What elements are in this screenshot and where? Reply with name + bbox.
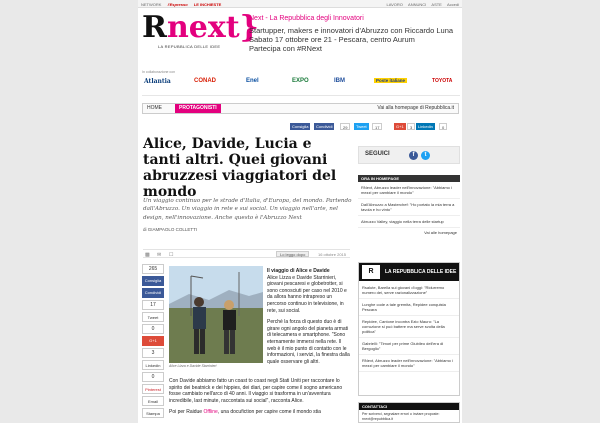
side-tweet-count: 17 [142, 300, 164, 310]
rep-item[interactable]: Lunghe code a tale gremita, Repidee conquista Pescara [359, 299, 459, 316]
side-pin-count: 0 [142, 372, 164, 382]
paragraph: , una docufiction per capire come il mondo stia [217, 409, 321, 416]
homepage-item[interactable]: Abruzzo Valley, viaggio nella terra delle startup [358, 216, 460, 228]
lavoro-link[interactable]: LAVORO [386, 1, 403, 7]
nav-home-tab[interactable]: HOME [147, 105, 162, 111]
sponsors-strip [142, 76, 460, 96]
article-body-bottom [169, 378, 351, 421]
comment-icon[interactable]: ☐ [169, 251, 174, 258]
side-linkedin-button[interactable]: Linkedin [142, 360, 164, 370]
repubblica-home-link[interactable]: Vai alla homepage di Repubblica.it [377, 105, 454, 111]
contact-text[interactable]: Per scriverci, segnalare errori o inviare proposte: rnext@repubblica.it [362, 412, 440, 421]
read-later-button[interactable]: Lo leggo dopo [276, 251, 309, 257]
sponsors-label: In collaborazione con [142, 70, 176, 74]
annunci-link[interactable]: ANNUNCI [408, 1, 427, 7]
network-menu[interactable]: NETWORK [141, 1, 162, 7]
print-icon[interactable]: ▩ [145, 251, 150, 258]
facebook-icon[interactable]: f [409, 151, 418, 160]
side-gplus-count: 0 [142, 324, 164, 334]
rep-item[interactable]: Rsalute, Barella sui giovani d'oggi: "Ridurremo numero dei, serve razionalizzazione" [359, 282, 459, 299]
follow-label: SEGUICI [365, 151, 390, 157]
side-fb-count: 265 [142, 264, 164, 274]
fb-count: 29 [340, 123, 350, 130]
side-linkedin-count: 3 [142, 348, 164, 358]
rep-item[interactable]: Repidee, Cantone incontra Ezio Mauro: "La corruzione si può battere ma serve svolta della politica" [359, 316, 459, 338]
sponsor-ibm[interactable]: IBM [334, 78, 345, 84]
sponsor-toyota[interactable]: TOYOTA [432, 78, 453, 84]
gplus-button[interactable]: G+1 [396, 124, 404, 129]
header-desc-line: Sabato 17 ottobre ore 21 - Pescara, centro Aurum [249, 35, 415, 45]
homepage-box-title: ORA IN HOMEPAGE [358, 175, 460, 182]
logo-brace: } [239, 10, 259, 45]
paragraph: Perché la forza di questo duo è di girare ogni angolo del pianeta armati di telecamera e smartphone. "Sono eternamente immersi nella rete. Il web è il mio punto di contatto con le informazioni, i servizi, la finestra dalla quale osservare gli altri. [267, 319, 350, 365]
side-share-column [142, 264, 164, 420]
email-icon[interactable]: ✉ [157, 251, 162, 258]
article-byline: di GIAMPAOLO COLLETTI [143, 227, 198, 232]
article-body-top [267, 268, 351, 370]
sponsor-poste[interactable]: Poste italiane [376, 78, 406, 83]
rep-logo: R [362, 265, 380, 279]
inchieste-link[interactable]: LE INCHIESTE [193, 1, 222, 7]
gplus-count: 3 [407, 123, 415, 130]
contact-box [358, 402, 460, 423]
rep-item[interactable]: Gabrielli: "Timori per prime Giubileo dell'era di Bergoglio" [359, 338, 459, 355]
twitter-icon[interactable]: t [421, 151, 430, 160]
article-date: 16 ottobre 2015 [317, 252, 346, 257]
paragraph: Poi per Raidue [169, 409, 203, 416]
side-pinterest-button[interactable]: Pinterest [142, 384, 164, 394]
side-email-button[interactable]: Email [142, 396, 164, 406]
contact-title: CONTATTACI [359, 403, 459, 410]
fb-like-button[interactable]: Consiglia [292, 124, 309, 129]
paragraph: Alice Lizza e Davide Starrinieri, giovani pescaresi e globetrotter, si sono conosciuti per caso nel 2010 e da allora hanno intrapreso un percorso continuo in televisione, in rete, sui social. [267, 274, 347, 314]
sponsor-enel[interactable]: Enel [246, 78, 259, 84]
side-gplus-button[interactable]: G+1 [142, 336, 164, 346]
nav-protagonisti-tab[interactable]: PROTAGONISTI [175, 104, 221, 113]
paragraph-title: Il viaggio di Alice e Davide [267, 268, 330, 274]
rep-title: LA REPUBBLICA DELLE IDEE [385, 269, 457, 275]
sponsor-atlantia[interactable]: Atlantia [144, 78, 171, 85]
paragraph: Con Davide abbiamo fatto un coast to coast negli Stati Uniti per raccontare lo spirito dei beatnick e dei hippies, dei diari, per capire come il sogno americano fosse cambiato nell'arco di 40 anni. Il viaggio si trasforma in un'avventura incredibile, last minute, raccontata sui social", racconta Alice. [169, 378, 343, 404]
sponsor-conad[interactable]: CONAD [194, 78, 216, 84]
network-bar [138, 0, 462, 8]
homepage-item[interactable]: Dall'Abruzzo a Masterchef: "Ho portato la mia terra a tavola e ho vinto" [358, 199, 460, 216]
espresso-link[interactable]: l'Espresso [167, 1, 188, 7]
photo-illustration [169, 266, 263, 363]
homepage-more-link[interactable]: Vai alle homepage [424, 230, 457, 235]
header-title: Next - La Repubblica degli Innovatori [249, 15, 364, 22]
side-print-button[interactable]: Stampa [142, 408, 164, 418]
article-tools [143, 249, 350, 258]
repubblica-idee-box [358, 262, 460, 396]
header-description [249, 26, 459, 54]
photo-caption: Alice Lizza e Davide Starrinieri [169, 364, 217, 368]
logo-r: R [142, 10, 167, 45]
header-desc-line: Startupper, makers e innovatori d'Abruzzo con Riccardo Luna [249, 26, 454, 35]
side-fb-share-button[interactable]: Condividi [142, 288, 164, 298]
tweet-button[interactable]: Tweet [356, 124, 367, 129]
rep-item[interactable]: RNext, Abruzzo leader nell'innovazione: "Abbiamo i mezzi per cambiare il mondo" [359, 355, 459, 372]
tweet-count: 17 [372, 123, 382, 130]
sponsor-expo[interactable]: EXPO [292, 78, 309, 84]
accedi-link[interactable]: Accedi [446, 1, 459, 7]
repubblica-idee-header[interactable] [359, 263, 459, 281]
page [138, 0, 462, 423]
main-nav [142, 103, 459, 114]
article-headline: Alice, Davide, Lucia e tanti altri. Quei giovani abruzzesi viaggiatori del mondo [143, 136, 337, 200]
homepage-item[interactable]: RNext, Abruzzo leader nell'innovazione: "Abbiamo i mezzi per cambiare il mondo" [358, 182, 460, 199]
rnext-logo[interactable] [142, 10, 259, 51]
homepage-box [358, 175, 460, 237]
linkedin-button[interactable]: Linkedin [418, 124, 433, 129]
follow-box [358, 146, 460, 164]
article-lead: Un viaggio continuo per le strade d'Italia, d'Europa, del mondo. Partendo dall'Abruzzo. Un viaggio in rete e sui social. Un viaggio nell'arte, nel design, nell'innovazione. Anche questo è l'Abruzzo Next [143, 198, 352, 221]
article-photo[interactable] [169, 266, 263, 363]
side-fb-like-button[interactable]: Consiglia [142, 276, 164, 286]
aste-link[interactable]: ASTE [431, 1, 442, 7]
side-tweet-button[interactable]: Tweet [142, 312, 164, 322]
logo-next: next [166, 10, 240, 45]
fb-share-button[interactable]: Condividi [316, 124, 333, 129]
offline-link[interactable]: Offline [203, 409, 218, 416]
logo-tagline: LA REPUBBLICA DELLE IDEE [158, 44, 221, 49]
linkedin-count: 0 [439, 123, 447, 130]
header-desc-line: Partecipa con #RNext [249, 44, 322, 54]
